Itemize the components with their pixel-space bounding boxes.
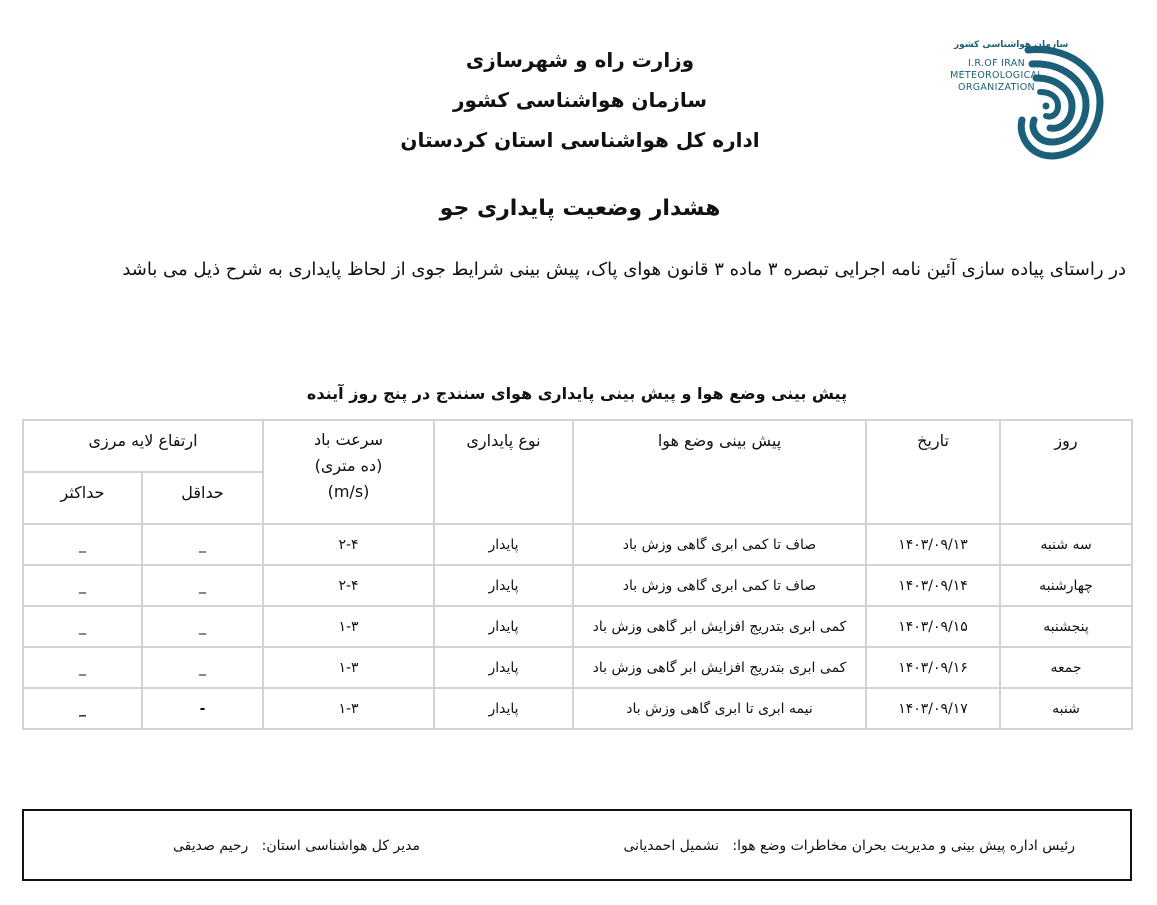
date-cell: ۱۴۰۳/۰۹/۱۳ — [866, 524, 1000, 565]
wind-cell: ۲-۴ — [263, 565, 434, 606]
document-title: هشدار وضعیت پایداری جو — [439, 196, 721, 221]
header-stability: نوع پایداری — [434, 420, 573, 524]
weather-cell: نیمه ابری تا ابری گاهی وزش باد — [573, 688, 866, 729]
crisis-head-name: نشمیل احمدیانی — [623, 838, 719, 854]
organization-name: سازمان هواشناسی کشور — [452, 88, 708, 112]
header-weather: پیش بینی وضع هوا — [573, 420, 866, 524]
date-cell: ۱۴۰۳/۰۹/۱۶ — [866, 647, 1000, 688]
date-cell: ۱۴۰۳/۰۹/۱۵ — [866, 606, 1000, 647]
logo-line-1: I.R.OF IRAN — [968, 58, 1025, 69]
header-wind-line-2: (ده متری) — [314, 456, 383, 475]
table-row — [23, 565, 1132, 606]
table-row — [23, 524, 1132, 565]
department-name: اداره کل هواشناسی استان کردستان — [400, 128, 760, 152]
wind-cell: ۱-۳ — [263, 647, 434, 688]
ministry-name: وزارت راه و شهرسازی — [465, 48, 695, 72]
table-row — [23, 647, 1132, 688]
header-max: حداکثر — [23, 472, 142, 524]
header-min: حداقل — [142, 472, 263, 524]
weather-cell: صاف تا کمی ابری گاهی وزش باد — [573, 565, 866, 606]
crisis-head-title: رئیس اداره پیش بینی و مدیریت بحران مخاطرات وضع هوا: — [732, 838, 1075, 854]
header-date: تاریخ — [866, 420, 1000, 524]
wind-cell: ۱-۳ — [263, 606, 434, 647]
max-cell: _ — [23, 647, 142, 688]
weather-cell: کمی ابری بتدریج افزایش ابر گاهی وزش باد — [573, 647, 866, 688]
meteorological-organization-logo — [944, 40, 1109, 162]
min-cell: _ — [142, 606, 263, 647]
logo-line-3: ORGANIZATION — [958, 82, 1035, 93]
intro-paragraph: در راستای پیاده سازی آئین نامه اجرایی تبصره ۳ ماده ۳ قانون هوای پاک، پیش بینی شرایط جوی از لحاظ پایداری به شرح ذیل می باشد — [122, 259, 1126, 280]
weather-cell: کمی ابری بتدریج افزایش ابر گاهی وزش باد — [573, 606, 866, 647]
min-cell: _ — [142, 647, 263, 688]
forecast-table — [22, 419, 1133, 730]
director-title: مدیر کل هواشناسی استان: — [261, 838, 420, 854]
day-cell: جمعه — [1000, 647, 1132, 688]
header-boundary-layer: ارتفاع لایه مرزی — [23, 420, 263, 472]
letterhead — [330, 40, 830, 160]
date-cell: ۱۴۰۳/۰۹/۱۷ — [866, 688, 1000, 729]
wind-cell: ۲-۴ — [263, 524, 434, 565]
header-wind-line-3: (m/s) — [327, 482, 370, 501]
max-cell: _ — [23, 688, 142, 729]
max-cell: _ — [23, 524, 142, 565]
stability-cell: پایدار — [434, 524, 573, 565]
day-cell: چهارشنبه — [1000, 565, 1132, 606]
day-cell: شنبه — [1000, 688, 1132, 729]
stability-cell: پایدار — [434, 606, 573, 647]
day-cell: سه شنبه — [1000, 524, 1132, 565]
table-row — [23, 688, 1132, 729]
logo-line-2: METEOROLOGICAL — [950, 70, 1043, 81]
header-day: روز — [1000, 420, 1132, 524]
stability-cell: پایدار — [434, 565, 573, 606]
max-cell: _ — [23, 565, 142, 606]
weather-cell: صاف تا کمی ابری گاهی وزش باد — [573, 524, 866, 565]
stability-cell: پایدار — [434, 688, 573, 729]
table-title: پیش بینی وضع هوا و پیش بینی پایداری هوای سنندج در پنج روز آینده — [306, 384, 848, 403]
stability-cell: پایدار — [434, 647, 573, 688]
director-signature — [173, 838, 420, 854]
min-cell: - — [142, 688, 263, 729]
day-cell: پنجشنبه — [1000, 606, 1132, 647]
date-cell: ۱۴۰۳/۰۹/۱۴ — [866, 565, 1000, 606]
wind-cell: ۱-۳ — [263, 688, 434, 729]
logo-persian-name: سازمان هواشناسی کشور — [954, 40, 1069, 50]
min-cell: _ — [142, 565, 263, 606]
table-row — [23, 606, 1132, 647]
header-wind-line-1: سرعت باد — [313, 430, 384, 449]
director-name: رحیم صدیقی — [173, 838, 249, 854]
min-cell: _ — [142, 524, 263, 565]
max-cell: _ — [23, 606, 142, 647]
header-wind-speed — [263, 420, 434, 524]
crisis-head-signature — [624, 838, 1075, 854]
signature-box — [22, 809, 1132, 881]
